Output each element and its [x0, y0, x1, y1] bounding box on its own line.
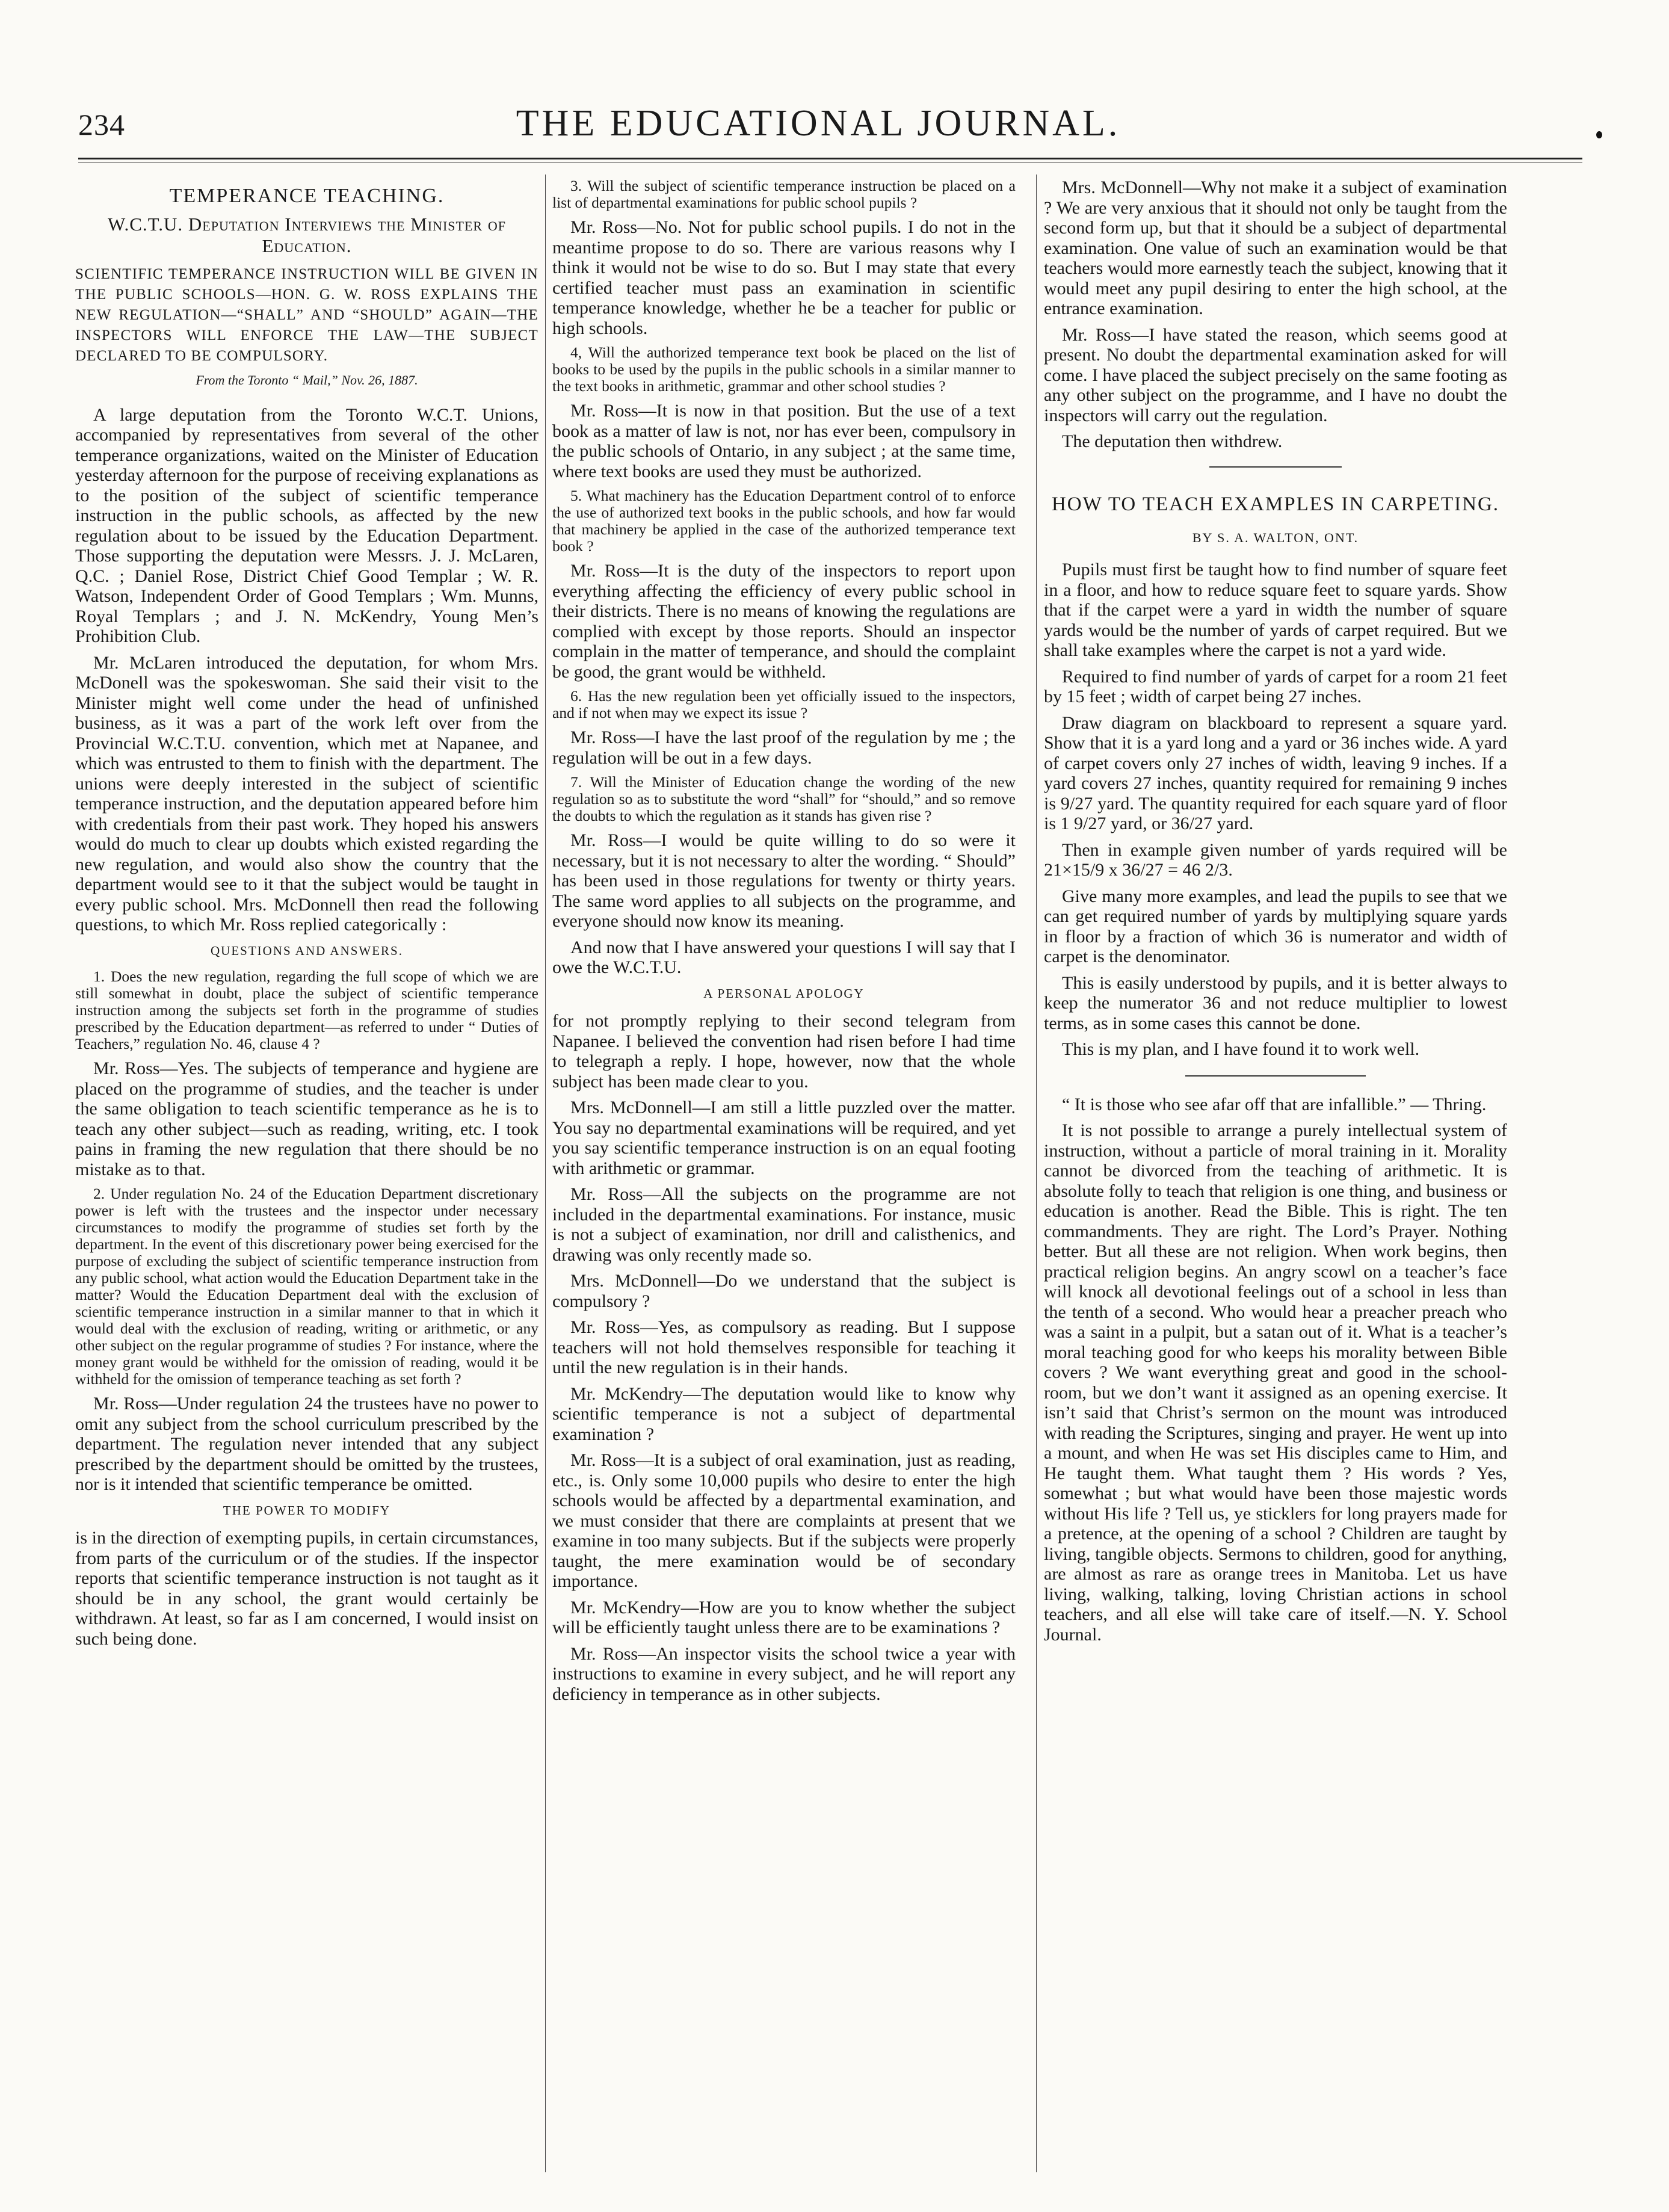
paragraph: The deputation then withdrew.	[1062, 431, 1283, 451]
answer: Mr. Ross—I would be quite willing to do so were it necessary, but it is not necessary to alter the wording. “ Should” has been used in those regulations for twenty or thirty years. The same word applies to all subjects on the programme, and everyone should now know its meaning.	[552, 830, 1016, 931]
article-subtitle: W.C.T.U. Deputation Interviews the Minister of Education.	[108, 214, 506, 256]
page-header	[54, 102, 1582, 150]
paragraph: Mrs. McDonnell—Do we understand that the subject is compulsory ?	[552, 1271, 1016, 1311]
paragraph: It is not possible to arrange a purely intellectual system of instruction, without a particle of moral training in it. Morality cannot be divorced from the teaching of arithmetic. It is absolute folly to teach that religion is one thing, and business or education is another. Read the Bible. This is right. The ten commandments. They are right. The Lord’s Prayer. Nothing better. But all these are not religion. When work begins, then practical religion begins. An angry scowl on a teacher’s face will knock all devotional feelings out of a school in less than the tenth of a second. Who would hear a preacher preach who was a saint in a pulpit, but a satan out of it. What is a teacher’s moral teaching good for who keeps his morality between Bible covers ? We want everything great and good in the school-room, but we don’t want it assigned as an opening exercise. It isn’t said that Christ’s sermon on the mount was introduced with reading the Scriptures, singing and prayer. He went up into a mount, and when He was set His disciples came to Him, and He taught them. What taught them ? His words ? Yes, somewhat ; but what would have been those majestic words without His life ? Tell us, ye sticklers for long prayers made for a pretence, at the opening of a school ? Children are taught by living, tangible objects. Sermons to children, good for anything, are almost as rare as orange trees in Manitoba. Let us have living, walking, talking, loving Christian actions in school teachers, and all else will take care of itself.—N. Y. School Journal.	[1044, 1120, 1507, 1645]
question: 5. What machinery has the Education Department control of to enforce the use of authorized text books in the public schools, and how far would that machinery be applied in the case of the authorized temperance text book ?	[552, 487, 1016, 555]
paragraph: Mrs. McDonnell—Why not make it a subject of examination ? We are very anxious that it should not only be taught from the second form up, but that it should be a subject of departmental examination. One value of such an examination would be that teachers would more earnestly teach the subject, knowing that it would meet any pupil desiring to enter the high school, at the entrance examination.	[1044, 178, 1507, 318]
paragraph: Mr. McKendry—The deputation would like to know why scientific temperance is not a subject of departmental examination ?	[552, 1383, 1016, 1444]
paragraph: This is my plan, and I have found it to work well.	[1062, 1039, 1420, 1059]
paragraph: Give many more examples, and lead the pupils to see that we can get required number of yards by multiplying square yards in floor by a fraction of which 36 is numerator and width of carpet is the denominator.	[1044, 886, 1507, 966]
question: 1. Does the new regulation, regarding the full scope of which we are still somewhat in doubt, place the subject of scientific temperance instruction among the subjects set forth in the programme of studies prescribed by the Education department—as referred to under “ Duties of Teachers,” regulation No. 46, clause 4 ?	[75, 968, 538, 1052]
answer-continued: is in the direction of exempting pupils, in certain circumstances, from parts of the curriculum or of the studies. If the inspector reports that scientific temperance instruction is not taught as it should be in any school, the grant would certainly be withdrawn. At least, so far as I am concerned, I would insist on such being done.	[75, 1528, 538, 1649]
paragraph: Then in example given number of yards required will be 21×15/9 x 36/27 = 46 2/3.	[1044, 839, 1507, 880]
article-source: From the Toronto “ Mail,” Nov. 26, 1887.	[196, 372, 418, 388]
column-divider	[1036, 175, 1037, 2172]
paragraph: for not promptly replying to their second telegram from Napanee. I believed the convention had risen before I had time to telegraph a reply. I hope, however, now that the whole subject has been made clear to you.	[552, 1011, 1016, 1092]
paragraph: Mr. Ross—It is a subject of oral examination, just as reading, etc., is. Only some 10,000 pupils who desire to enter the high schools would be affected by a departmental examination, and we must consider that there are complaints at present that we examine in too many subjects. But if the subjects were properly taught, the mere examination would be of secondary importance.	[552, 1450, 1016, 1591]
article-title: HOW TO TEACH EXAMPLES IN CARPETING.	[1051, 493, 1500, 515]
paragraph: Mr. Ross—Yes, as compulsory as reading. But I suppose teachers will not hold themselves responsible for teaching it until the new regulation is in their hands.	[552, 1317, 1016, 1377]
paragraph: Mr. Ross—All the subjects on the programme are not included in the departmental examinations. For instance, music is not a subject of examination, nor drill and calisthenics, and drawing was only recently made so.	[552, 1184, 1016, 1265]
article-byline: BY S. A. WALTON, ONT.	[1192, 530, 1359, 545]
header-rule-thin	[78, 162, 1582, 163]
answer: Mr. Ross—Yes. The subjects of temperance and hygiene are placed on the programme of studies, and the teacher is under the same obligation to teach scientific temperance as he is to teach any other subject—such as reading, writing, etc. I took pains in framing the new regulation that there should be no mistake as to that.	[75, 1058, 538, 1179]
paragraph: A large deputation from the Toronto W.C.T. Unions, accompanied by representatives from several of the other temperance organizations, waited on the Minister of Education yesterday afternoon for the purpose of receiving explanations as to the position of the subject of scientific temperance instruction in the public schools, as affected by the new regulation about to be issued by the Education Department. Those supporting the deputation were Messrs. J. J. McLaren, Q.C. ; Daniel Rose, District Chief Good Templar ; W. R. Watson, Independent Order of Good Templars ; Wm. Munns, Royal Templars ; and J. N. McKendry, Young Men’s Prohibition Club.	[75, 404, 538, 646]
column-1	[75, 178, 538, 2181]
paragraph: Required to find number of yards of carpet for a room 21 feet by 15 feet ; width of carpet being 27 inches.	[1044, 666, 1507, 706]
answer: Mr. Ross—I have the last proof of the regulation by me ; the regulation will be out in a few days.	[552, 728, 1016, 768]
article-title: TEMPERANCE TEACHING.	[169, 185, 445, 207]
paragraph: This is easily understood by pupils, and it is better always to keep the numerator 36 and not reduce multiplier to lowest terms, as in some cases this cannot be done.	[1044, 972, 1507, 1033]
column-divider	[545, 175, 546, 2172]
paragraph: Draw diagram on blackboard to represent a square yard. Show that it is a yard long and a yard or 36 inches wide. A yard of carpet covers only 27 inches of width, leaving 9 inches. If a yard covers 27 inches, quantity required for remaining 9 inches is 9/27 yard. The quantity required for each square yard of floor is 1 9/27 yard, or 36/27 yard.	[1044, 712, 1507, 833]
question: 3. Will the subject of scientific temperance instruction be placed on a list of departmental examinations for public school pupils ?	[552, 178, 1016, 211]
question: 6. Has the new regulation been yet officially issued to the inspectors, and if not when may we expect its issue ?	[552, 687, 1016, 721]
section-heading: A PERSONAL APOLOGY	[703, 986, 865, 1001]
section-heading: THE POWER TO MODIFY	[223, 1503, 391, 1518]
paragraph: Mrs. McDonnell—I am still a little puzzled over the matter. You say no departmental examinations will be required, and yet you say scientific temperance instruction is on an equal footing with arithmetic or grammar.	[552, 1098, 1016, 1178]
question: 4, Will the authorized temperance text book be placed on the list of books to be used by the pupils in the public schools in a similar manner to the text books in arithmetic, grammar and other school studies ?	[552, 344, 1016, 395]
question: 7. Will the Minister of Education change the wording of the new regulation so as to substitute the word “shall” for “should,” and so remove the doubts to which the regulation as it stands has given rise ?	[552, 773, 1016, 824]
paragraph: Pupils must first be taught how to find number of square feet in a floor, and how to reduce square feet to square yards. Show that if the carpet were a yard in width the number of square yards would be the number of yards of carpet required. But we shall take examples where the carpet is not a yard wide.	[1044, 560, 1507, 660]
column-2	[552, 178, 1016, 2181]
paragraph: Mr. McLaren introduced the deputation, for whom Mrs. McDonell was the spokeswoman. She said their visit to the Minister might well come under the head of unfinished business, as it was a part of the work left over from the Provincial W.C.T.U. convention, which met at Napanee, and which was entrusted to them to finish with the department. The unions were deeply interested in the subject of scientific temperance instruction, and the deputation appeared before him with credentials from their past work. They hoped his answers would do much to clear up doubts which existed regarding the new regulation, and would also show the country that the department would see to it that the subject would be taught in every public school. Mrs. McDonnell then read the following questions, to which Mr. Ross replied categorically :	[75, 652, 538, 935]
question: 2. Under regulation No. 24 of the Education Department discretionary power is left with the trustees and the inspector under necessary circumstances to modify the programme of studies set forth by the department. In the event of this discretionary power being exercised for the purpose of excluding the subject of scientific temperance instruction from any public school, what action would the Education Department take in the matter? Would the Education Department deal with the exclusion of scientific temperance instruction in a similar manner to that in which it would deal with the exclusion of reading, writing or arithmetic, or any other subject on the regular programme of studies ? For instance, where the money grant would be withheld for the omission of reading, would it be withheld for the omission of temperance teaching as set forth ?	[75, 1185, 538, 1388]
column-3	[1044, 178, 1507, 2181]
answer: Mr. Ross—It is the duty of the inspectors to report upon everything affecting the efficiency of every public school in their districts. There is no means of knowing the regulations are complied with except by those reports. Should an inspector complain in the matter of temperance, and should the complaint be good, the grant would be withheld.	[552, 561, 1016, 682]
quote: “ It is those who see afar off that are infallible.” — Thring.	[1062, 1094, 1487, 1114]
answer: Mr. Ross—No. Not for public school pupils. I do not in the meantime propose to do so. There are various reasons why I think it would not be wise to do so. But I may state that every certified teacher must pass an examination in scientific temperance knowledge, whether he be a teacher for public or high schools.	[552, 217, 1016, 338]
page-number: 234	[78, 108, 125, 141]
paragraph: Mr. Ross—I have stated the reason, which seems good at present. No doubt the departmental examination asked for will come. I have placed the subject precisely on the same footing as any other subject on the programme, and I have no doubt the inspectors will carry out the regulation.	[1044, 324, 1507, 425]
answer: Mr. Ross—Under regulation 24 the trustees have no power to omit any subject from the school curriculum prescribed by the department. The regulation never intended that any subject prescribed by the department should be omitted by the trustees, nor is it intended that scientific temperance be omitted.	[75, 1394, 538, 1494]
separator-rule	[1209, 466, 1342, 468]
answer: Mr. Ross—It is now in that position. But the use of a text book as a matter of law is not, nor has ever been, compulsory in the public schools of Ontario, in any subject ; at the same time, where text books are used they must be authorized.	[552, 401, 1016, 481]
article-summary: SCIENTIFIC TEMPERANCE INSTRUCTION WILL BE GIVEN IN THE PUBLIC SCHOOLS—HON. G. W. ROSS EXPLAINS THE NEW REGULATION—“SHALL” AND “SHOULD” AGAIN—THE INSPECTORS WILL ENFORCE THE LAW—THE SUBJECT DECLARED TO BE COMPULSORY.	[75, 266, 538, 364]
paragraph: Mr. McKendry—How are you to know whether the subject will be efficiently taught unless there are to be examinations ?	[552, 1597, 1016, 1637]
ink-dot	[1596, 131, 1602, 138]
section-heading: QUESTIONS AND ANSWERS.	[211, 943, 403, 958]
paragraph: Mr. Ross—An inspector visits the school twice a year with instructions to examine in every subject, and he will report any deficiency in temperance as in other subjects.	[552, 1643, 1016, 1704]
journal-title: THE EDUCATIONAL JOURNAL.	[516, 103, 1121, 144]
separator-rule	[1185, 1075, 1366, 1077]
header-rule	[78, 158, 1582, 159]
answer: And now that I have answered your questions I will say that I owe the W.C.T.U.	[552, 937, 1016, 977]
